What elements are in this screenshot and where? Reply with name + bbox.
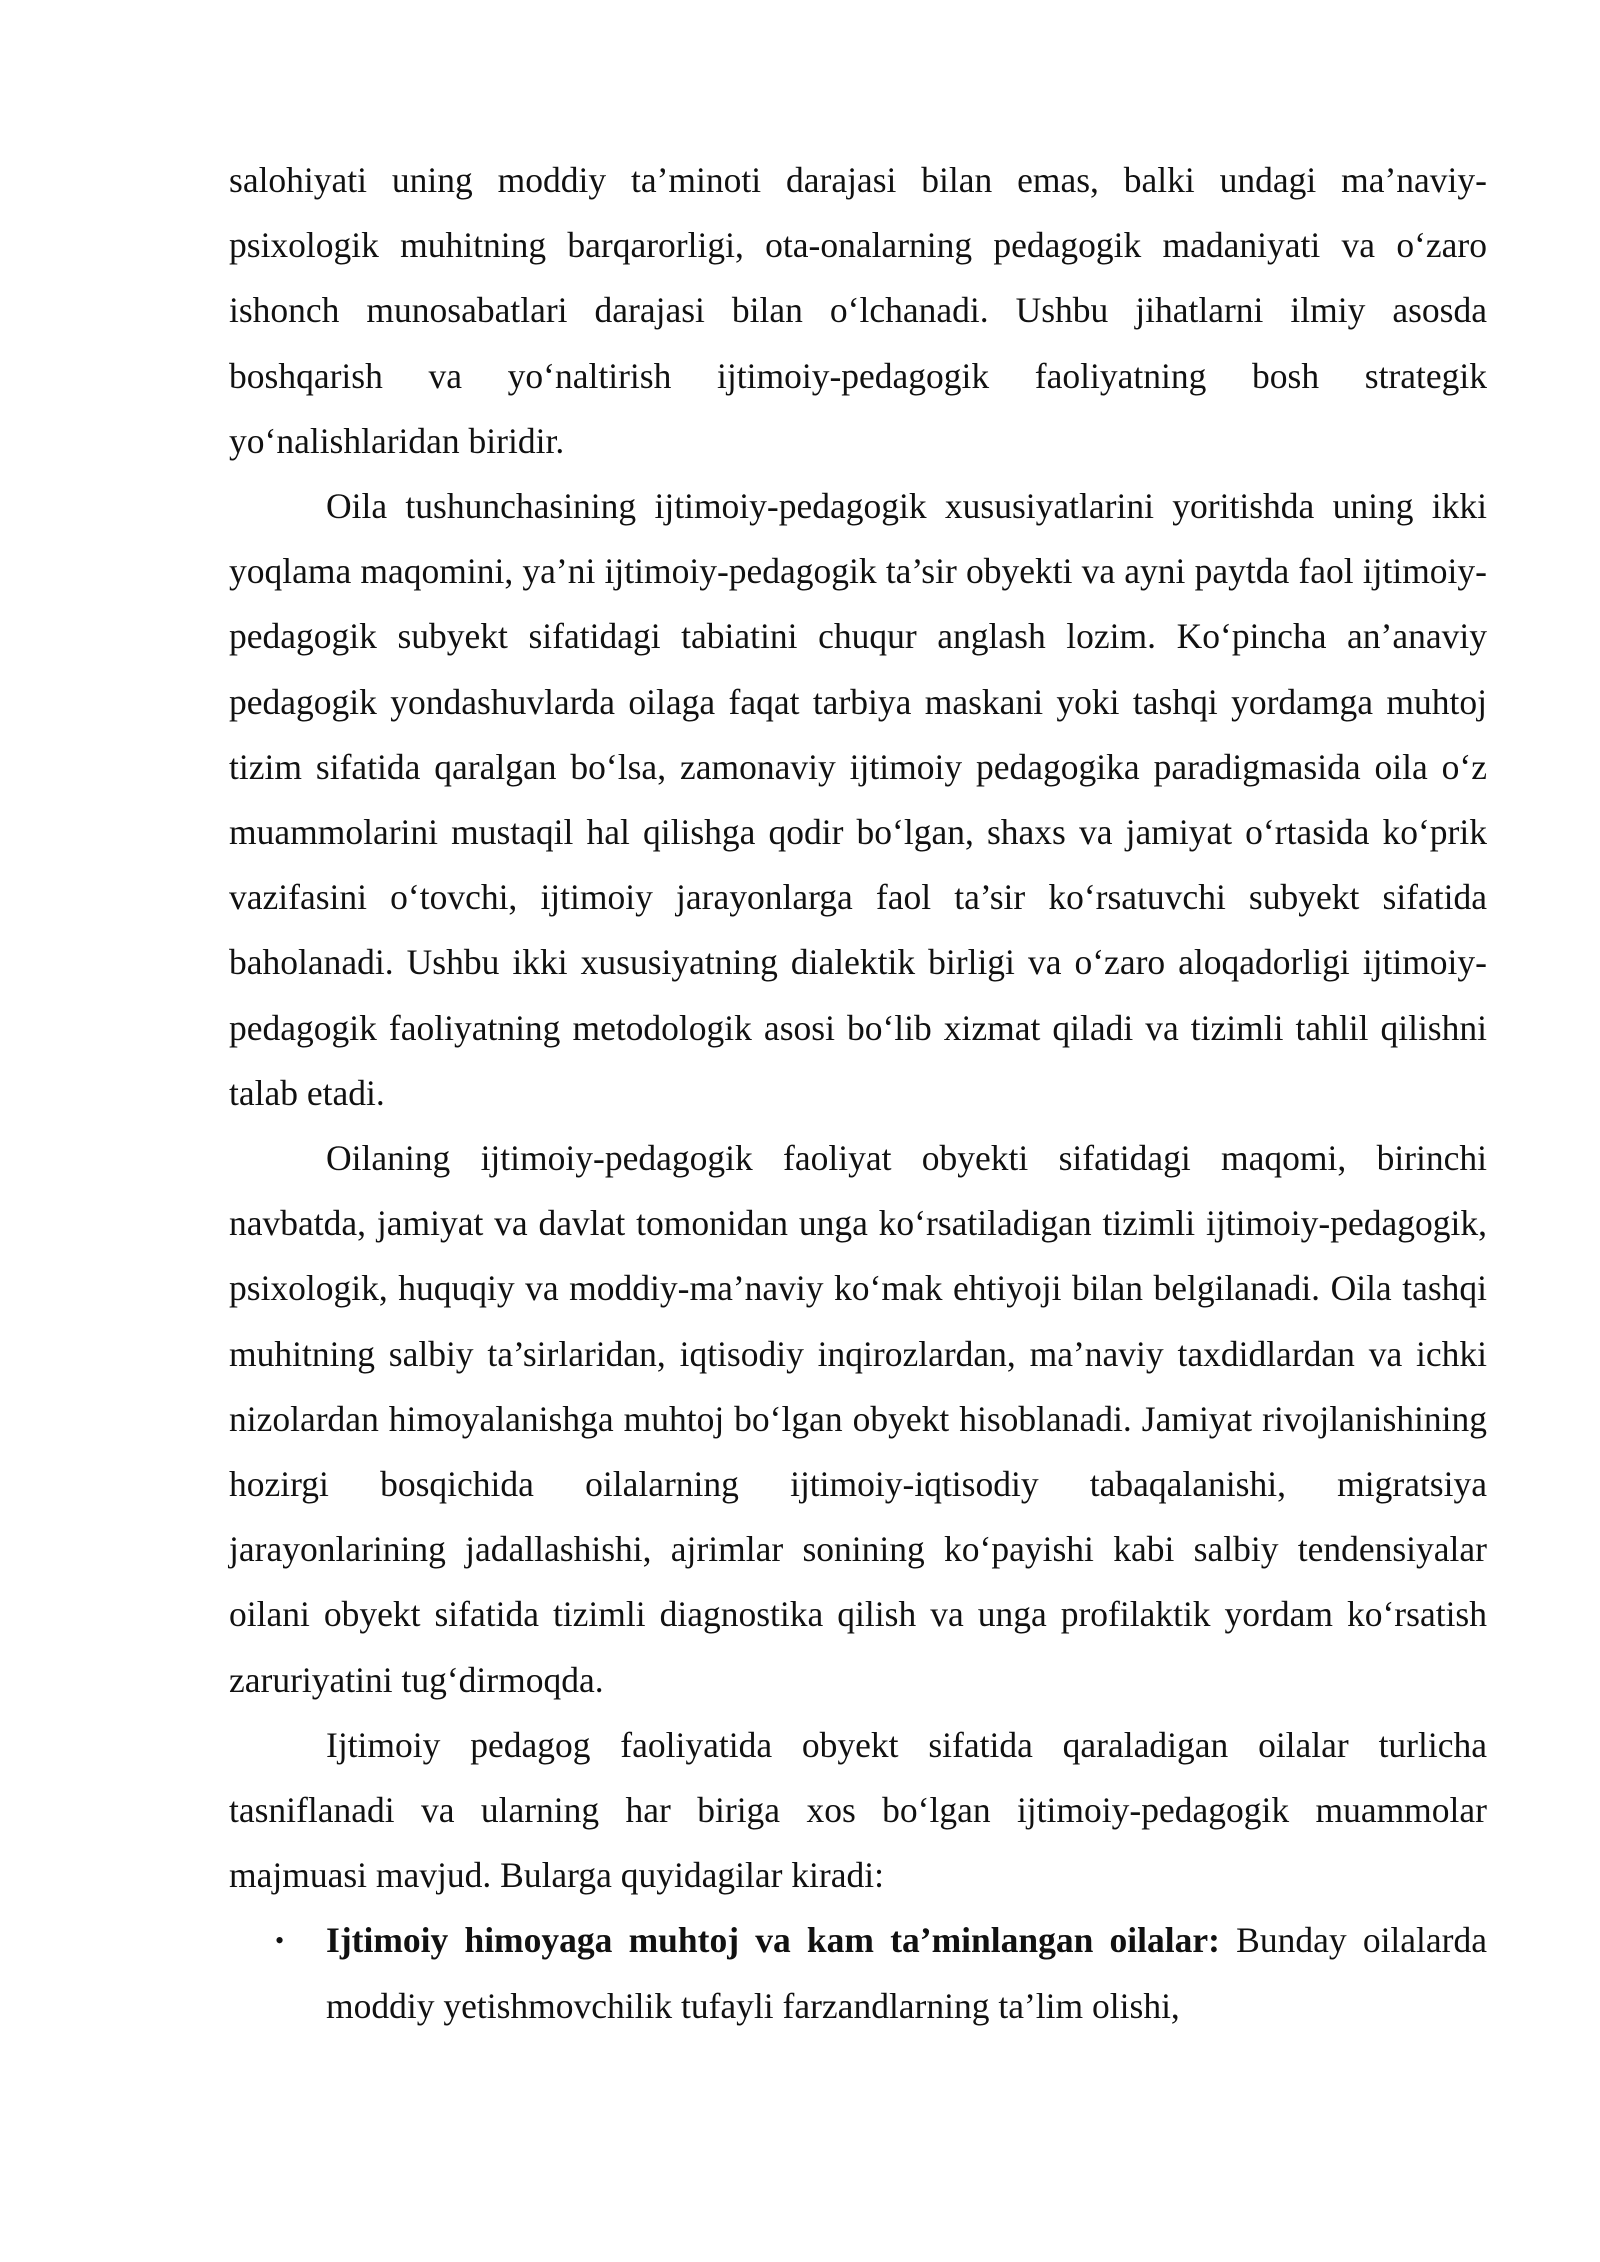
list-item (229, 1908, 1487, 2038)
bullet-icon: • (275, 1926, 285, 1956)
document-body (229, 148, 1487, 2039)
list-item-text: Bunday oilalarda moddiy yetishmovchilik tufayli farzandlarning ta’lim olishi, (326, 1920, 1487, 2026)
family-types-list (229, 1908, 1487, 2038)
paragraph-continuation: salohiyati uning moddiy ta’minoti darajasi bilan emas, balki undagi ma’naviy-psixologik muhitning barqarorligi, ota-onalarning pedagogik madaniyati va o‘zaro ishonch munosabatlari darajasi bilan o‘lchanadi. Ushbu jihatlarni ilmiy asosda boshqarish va yo‘naltirish ijtimoiy-pedagogik faoliyatning bosh strategik yo‘nalishlaridan biridir. (229, 160, 1487, 461)
paragraph-dual-status: Oila tushunchasining ijtimoiy-pedagogik xususiyatlarini yoritishda uning ikki yoqlama maqomini, ya’ni ijtimoiy-pedagogik ta’sir obyekti va ayni paytda faol ijtimoiy-pedagogik subyekt sifatidagi tabiatini chuqur anglash lozim. Ko‘pincha an’anaviy pedagogik yondashuvlarda oilaga faqat tarbiya maskani yoki tashqi yordamga muhtoj tizim sifatida qaralgan bo‘lsa, zamonaviy ijtimoiy pedagogika paradigmasida oila o‘z muammolarini mustaqil hal qilishga qodir bo‘lgan, shaxs va jamiyat o‘rtasida ko‘prik vazifasini o‘tovchi, ijtimoiy jarayonlarga faol ta’sir ko‘rsatuvchi subyekt sifatida baholanadi. Ushbu ikki xususiyatning dialektik birligi va o‘zaro aloqadorligi ijtimoiy-pedagogik faoliyatning metodologik asosi bo‘lib xizmat qiladi va tizimli tahlil qilishni talab etadi. (229, 486, 1487, 1113)
paragraph-family-types-intro: Ijtimoiy pedagog faoliyatida obyekt sifatida qaraladigan oilalar turlicha tasniflanadi va ularning har biriga xos bo‘lgan ijtimoiy-pedagogik muammolar majmuasi mavjud. Bularga quyidagilar kiradi: (229, 1724, 1487, 1896)
list-item-lead: Ijtimoiy himoyaga muhtoj va kam ta’minlangan oilalar: (326, 1920, 1220, 1961)
paragraph-object-status: Oilaning ijtimoiy-pedagogik faoliyat obyekti sifatidagi maqomi, birinchi navbatda, jamiyat va davlat tomonidan unga ko‘rsatiladigan tizimli ijtimoiy-pedagogik, psixologik, huquqiy va moddiy-ma’naviy ko‘mak ehtiyoji bilan belgilanadi. Oila tashqi muhitning salbiy ta’sirlaridan, iqtisodiy inqirozlardan, ma’naviy taxdidlardan va ichki nizolardan himoyalanishga muhtoj bo‘lgan obyekt hisoblanadi. Jamiyat rivojlanishining hozirgi bosqichida oilalarning ijtimoiy-iqtisodiy tabaqalanishi, migratsiya jarayonlarining jadallashishi, ajrimlar sonining ko‘payishi kabi salbiy tendensiyalar oilani obyekt sifatida tizimli diagnostika qilish va unga profilaktik yordam ko‘rsatish zaruriyatini tug‘dirmoqda. (229, 1138, 1487, 1700)
